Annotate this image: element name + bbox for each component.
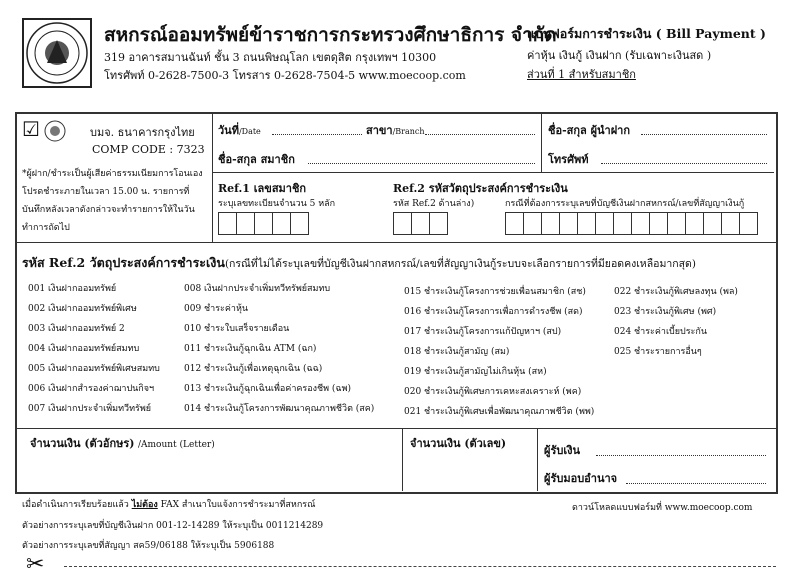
contract-example: ตัวอย่างการระบุเลขที่สัญญา สค59/06188 ให้ระบุเป็น 5906188: [22, 541, 275, 551]
code-item: 024 ชำระค่าเบี้ยประกัน: [614, 327, 707, 337]
branch-field[interactable]: [425, 134, 535, 135]
ref2-account-cells[interactable]: [505, 212, 770, 236]
logo: [22, 18, 92, 88]
scissors-icon: ✂: [26, 552, 45, 577]
footer-fax-pre: เมื่อดำเนินการเรียบร้อยแล้ว: [22, 500, 129, 510]
form-subtitle: ค่าหุ้น เงินกู้ เงินฝาก (รับเฉพาะเงินสด ): [527, 49, 712, 62]
org-address: 319 อาคารสมานฉันท์ ชั้น 3 ถนนพิษณุโลก เขตดุสิต กรุงเทพฯ 10300: [104, 51, 437, 64]
footer-fax-emph: ไม่ต้อง: [131, 500, 158, 510]
org-phone: โทรศัพท์ 0-2628-7500-3 โทรสาร 0-2628-7504-5 www.moecoop.com: [104, 69, 466, 82]
codes-title-line: [22, 252, 696, 273]
code-item: 004 เงินฝากออมทรัพย์สมทบ: [28, 344, 140, 354]
bank-name: บมจ. ธนาคารกรุงไทย: [90, 126, 195, 139]
code-item: 013 ชำระเงินกู้ฉุกเฉินเพื่อค่าครองชีพ (ฉพ): [184, 384, 352, 394]
vertical-divider-receiver: [537, 428, 538, 491]
member-field[interactable]: [308, 163, 535, 164]
amount-letter-label: [30, 434, 215, 452]
code-item: 025 ชำระรายการอื่นๆ: [614, 347, 702, 357]
vertical-divider-mid: [541, 114, 542, 172]
amount-letter-th: จำนวนเงิน (ตัวอักษร): [30, 437, 135, 450]
ref2-code-cells[interactable]: [393, 212, 453, 236]
footer-fax-note: [22, 497, 315, 511]
part-label: ส่วนที่ 1 สำหรับสมาชิก: [527, 68, 636, 81]
codes-note: (กรณีที่ไม่ได้ระบุเลขที่บัญชีเงินฝากสหกรณ์/เลขที่สัญญาเงินกู้ระบบจะเลือกรายการที่มียอดคงเหลือมากสุด): [224, 258, 696, 270]
ref1-cells[interactable]: [218, 212, 358, 236]
date-label-en: /Date: [238, 127, 261, 136]
code-item: 008 เงินฝากประจำเพิ่มทวีทรัพย์สมทบ: [184, 284, 331, 294]
ref2-title: Ref.2 รหัสวัตถุประสงค์การชำระเงิน: [393, 182, 568, 195]
depositor-field[interactable]: [641, 134, 767, 135]
ref1-title: Ref.1 เลขสมาชิก: [218, 182, 307, 195]
member-label: ชื่อ-สกุล สมาชิก: [218, 153, 295, 166]
branch-label-th: สาขา: [366, 124, 393, 137]
org-name: สหกรณ์ออมทรัพย์ข้าราชการกระทรวงศึกษาธิการ จำกัด: [104, 24, 557, 46]
authorized-field[interactable]: [626, 483, 766, 484]
code-item: 009 ชำระค่าหุ้น: [184, 304, 249, 314]
account-example: ตัวอย่างการระบุเลขที่บัญชีเงินฝาก 001-12-14289 ให้ระบุเป็น 0011214289: [22, 521, 324, 531]
amount-letter-field[interactable]: [30, 452, 390, 482]
code-item: 014 ชำระเงินกู้โครงการพัฒนาคุณภาพชีวิต (สค): [184, 404, 375, 414]
cut-line: [64, 566, 776, 567]
fee-notice: *ผู้ฝาก/ชำระเป็นผู้เสียค่าธรรมเนียมการโอนเอง โปรดชำระภายในเวลา 15.00 น. รายการที่บันทึกหลังเวลาดังกล่าวจะทำรายการให้ในวันทำการถัดไป: [22, 169, 203, 233]
date-field[interactable]: [272, 134, 362, 135]
code-item: 011 ชำระเงินกู้ฉุกเฉิน ATM (ฉก): [184, 344, 317, 354]
vertical-divider-amount: [402, 428, 403, 491]
code-item: 001 เงินฝากออมทรัพย์: [28, 284, 117, 294]
comp-code: COMP CODE : 7323: [92, 143, 205, 156]
form-title: แบบฟอร์มการชำระเงิน ( Bill Payment ): [527, 26, 766, 41]
authorized-label: ผู้รับมอบอำนาจ: [544, 472, 618, 485]
receiver-label: ผู้รับเงิน: [544, 444, 580, 457]
row-divider: [212, 172, 774, 173]
phone-label: โทรศัพท์: [548, 153, 589, 166]
amount-number-field[interactable]: [410, 452, 530, 482]
date-label: [218, 121, 261, 139]
code-item: 023 ชำระเงินกู้พิเศษ (พศ): [614, 307, 717, 317]
branch-label-en: /Branch: [392, 127, 425, 136]
footer-fax-post: FAX สำเนาใบแจ้งการชำระมาที่สหกรณ์: [160, 500, 316, 510]
code-item: 012 ชำระเงินกู้เพื่อเหตุฉุกเฉิน (ฉฉ): [184, 364, 323, 374]
bank-checkbox[interactable]: ☑: [22, 117, 40, 141]
code-item: 005 เงินฝากออมทรัพย์พิเศษสมทบ: [28, 364, 160, 374]
phone-field[interactable]: [601, 163, 767, 164]
code-item: 010 ชำระใบเสร็จรายเดือน: [184, 324, 290, 334]
amount-number-label: จำนวนเงิน (ตัวเลข): [410, 437, 507, 450]
bank-logo-icon: [44, 120, 66, 142]
code-item: 020 ชำระเงินกู้พิเศษการเคหะสงเคราะห์ (พค): [404, 387, 582, 397]
code-item: 016 ชำระเงินกู้โครงการเพื่อการดำรงชีพ (สด): [404, 307, 583, 317]
codes-title: รหัส Ref.2 วัตถุประสงค์การชำระเงิน: [22, 255, 225, 270]
receiver-field[interactable]: [596, 455, 766, 456]
vertical-divider-left: [212, 114, 213, 242]
ref2-hint-account: กรณีที่ต้องการระบุเลขที่บัญชีเงินฝากสหกรณ์/เลขที่สัญญาเงินกู้: [505, 199, 745, 209]
download-note: ดาวน์โหลดแบบฟอร์มที่ www.moecoop.com: [572, 503, 753, 513]
branch-label: [366, 121, 425, 139]
code-item: 002 เงินฝากออมทรัพย์พิเศษ: [28, 304, 137, 314]
code-item: 019 ชำระเงินกู้สามัญไม่เกินหุ้น (สห): [404, 367, 547, 377]
code-item: 006 เงินฝากสำรองค่าฌาปนกิจฯ: [28, 384, 155, 394]
code-item: 015 ชำระเงินกู้โครงการช่วยเพื่อนสมาชิก (สช): [404, 287, 586, 297]
code-item: 003 เงินฝากออมทรัพย์ 2: [28, 324, 125, 334]
ref2-hint-code: รหัส Ref.2 ด้านล่าง): [393, 199, 475, 209]
code-item: 022 ชำระเงินกู้พิเศษลงทุน (พล): [614, 287, 738, 297]
amount-letter-en: /Amount (Letter): [137, 440, 215, 450]
row-divider-2: [15, 242, 776, 243]
row-divider-3: [15, 428, 776, 429]
ref1-hint: ระบุเลขทะเบียนจำนวน 5 หลัก: [218, 199, 336, 209]
date-label-th: วันที่: [218, 124, 239, 137]
code-item: 021 ชำระเงินกู้พิเศษเพื่อพัฒนาคุณภาพชีวิต (พพ): [404, 407, 595, 417]
code-item: 018 ชำระเงินกู้สามัญ (สม): [404, 347, 510, 357]
code-item: 017 ชำระเงินกู้โครงการแก้ปัญหาฯ (สป): [404, 327, 562, 337]
code-item: 007 เงินฝากประจำเพิ่มทวีทรัพย์: [28, 404, 152, 414]
depositor-label: ชื่อ-สกุล ผู้นำฝาก: [548, 124, 631, 137]
